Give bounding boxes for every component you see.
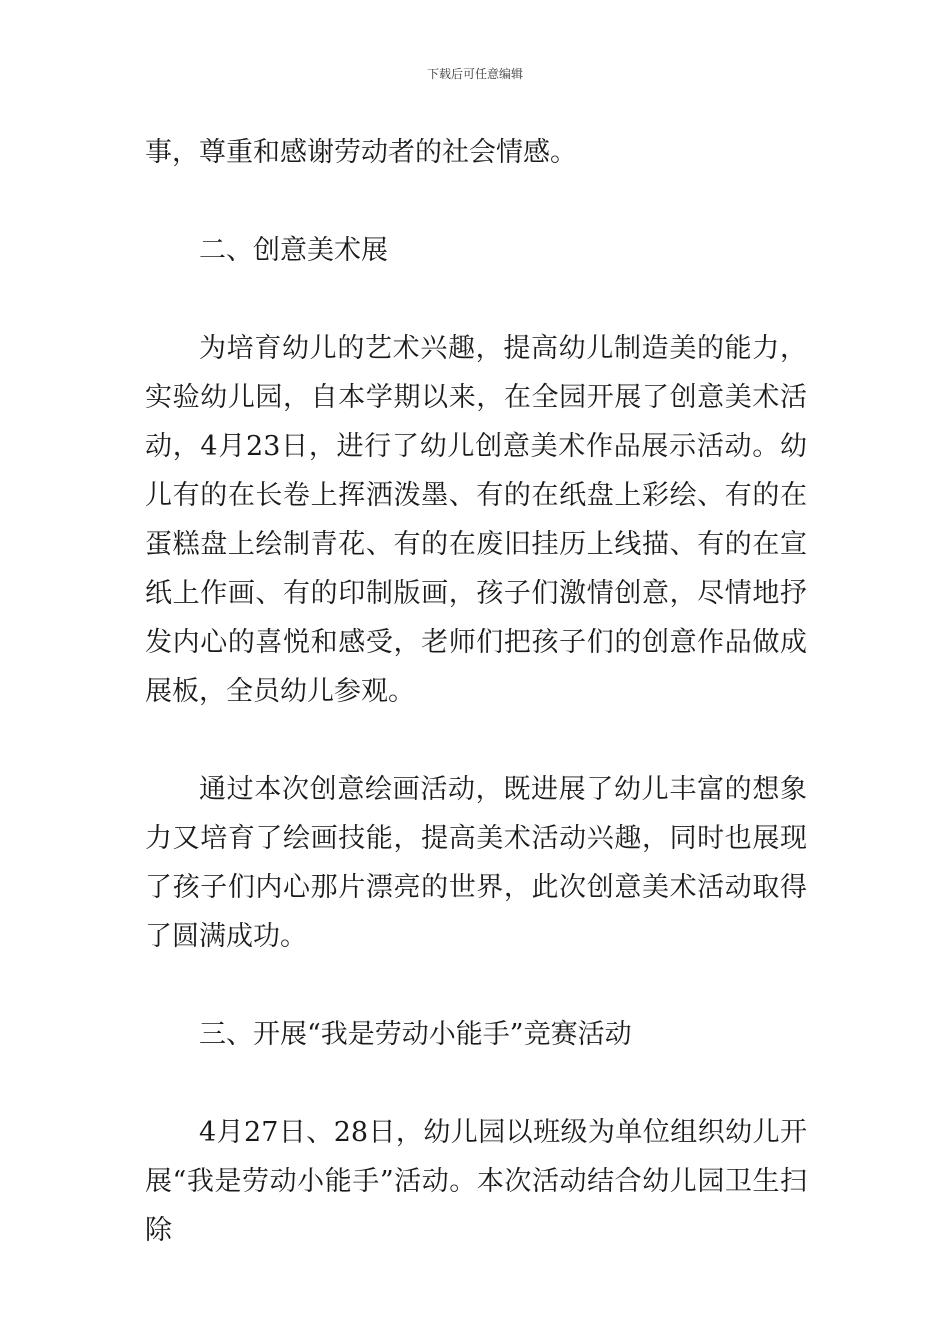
paragraph-labor-activity: 4月27日、28日，幼儿园以班级为单位组织幼儿开展“我是劳动小能手”活动。本次活动结合幼儿园卫生扫除: [145, 1117, 807, 1246]
document-body: [145, 128, 807, 1255]
page-header: 下载后可任意编辑: [426, 67, 523, 81]
paragraph-art-exhibition: 为培育幼儿的艺术兴趣，提高幼儿制造美的能力，实验幼儿园，自本学期以来，在全园开展了创意美术活动，4月23日，进行了幼儿创意美术作品展示活动。幼儿有的在长卷上挥洒泼墨、有的在纸盘上彩绘、有的在蛋糕盘上绘制青花、有的在废旧挂历上线描、有的在宣纸上作画、有的印制版画，孩子们激情创意，尽情地抒发内心的喜悦和感受，老师们把孩子们的创意作品做成展板，全员幼儿参观。: [145, 333, 807, 707]
paragraph-art-outcome: 通过本次创意绘画活动，既进展了幼儿丰富的想象力又培育了绘画技能，提高美术活动兴趣，同时也展现了孩子们内心那片漂亮的世界，此次创意美术活动取得了圆满成功。: [145, 774, 807, 952]
section-heading-labor-contest: 三、开展“我是劳动小能手”竞赛活动: [199, 1019, 632, 1050]
paragraph-continuation: 事，尊重和感谢劳动者的社会情感。: [145, 137, 577, 168]
section-heading-creative-art: 二、创意美术展: [199, 235, 388, 266]
